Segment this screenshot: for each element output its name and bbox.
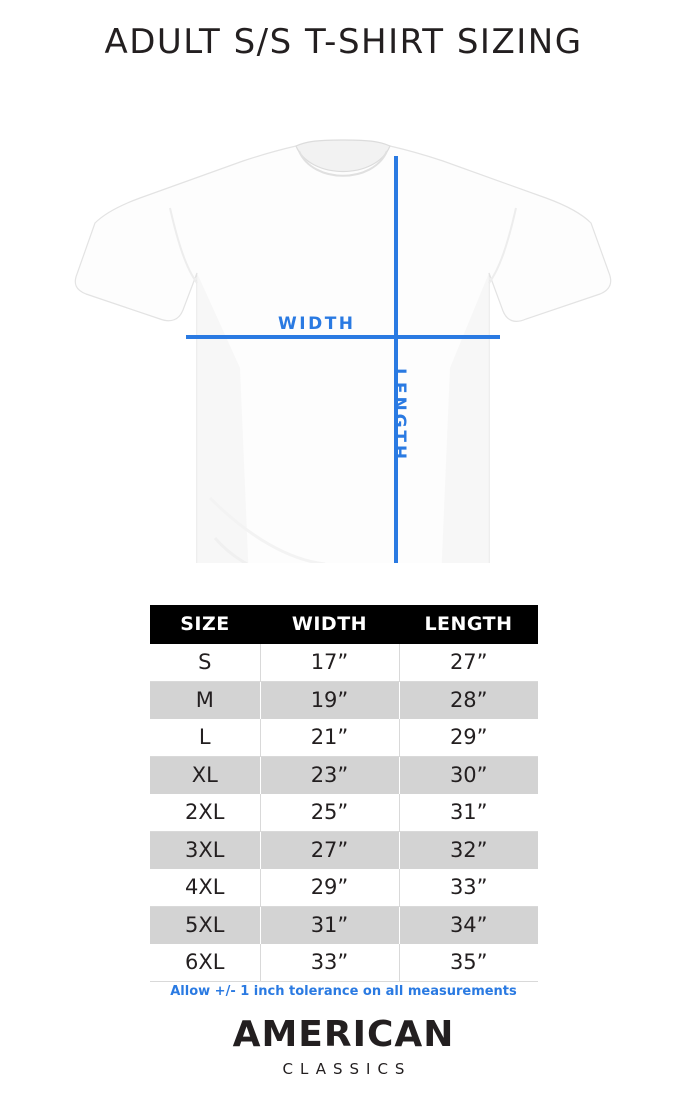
cell-length: 35”: [399, 944, 538, 982]
cell-width: 31”: [260, 907, 399, 945]
column-header-length: LENGTH: [399, 605, 538, 644]
brand-subtitle: CLASSICS: [282, 1060, 412, 1078]
cell-size: 6XL: [150, 944, 260, 982]
table-header-row: [150, 605, 538, 644]
brand-name: AMERICAN: [232, 1014, 455, 1055]
cell-length: 28”: [399, 682, 538, 720]
table-row: [150, 644, 538, 682]
tshirt-diagram: [0, 68, 687, 563]
table-row: [150, 944, 538, 982]
cell-length: 33”: [399, 869, 538, 907]
brand-logo: [0, 1014, 687, 1078]
cell-width: 19”: [260, 682, 399, 720]
table-row: [150, 757, 538, 795]
cell-width: 21”: [260, 719, 399, 757]
cell-size: XL: [150, 757, 260, 795]
cell-width: 33”: [260, 944, 399, 982]
cell-width: 25”: [260, 794, 399, 832]
column-header-size: SIZE: [150, 605, 260, 644]
cell-size: 3XL: [150, 832, 260, 870]
cell-length: 31”: [399, 794, 538, 832]
size-chart-table: [150, 605, 538, 982]
cell-length: 32”: [399, 832, 538, 870]
cell-width: 29”: [260, 869, 399, 907]
table-row: [150, 719, 538, 757]
cell-width: 17”: [260, 644, 399, 682]
cell-size: S: [150, 644, 260, 682]
width-label: WIDTH: [278, 314, 356, 334]
table-row: [150, 682, 538, 720]
table-row: [150, 794, 538, 832]
cell-width: 23”: [260, 757, 399, 795]
length-label: LENGTH: [389, 368, 409, 463]
cell-length: 30”: [399, 757, 538, 795]
cell-size: 4XL: [150, 869, 260, 907]
cell-size: 2XL: [150, 794, 260, 832]
column-header-width: WIDTH: [260, 605, 399, 644]
cell-size: M: [150, 682, 260, 720]
table-row: [150, 907, 538, 945]
tolerance-note: Allow +/- 1 inch tolerance on all measurements: [170, 984, 517, 999]
cell-length: 29”: [399, 719, 538, 757]
table-row: [150, 869, 538, 907]
cell-size: 5XL: [150, 907, 260, 945]
cell-width: 27”: [260, 832, 399, 870]
cell-size: L: [150, 719, 260, 757]
cell-length: 27”: [399, 644, 538, 682]
page-title: ADULT S/S T-SHIRT SIZING: [104, 22, 583, 62]
table-row: [150, 832, 538, 870]
cell-length: 34”: [399, 907, 538, 945]
